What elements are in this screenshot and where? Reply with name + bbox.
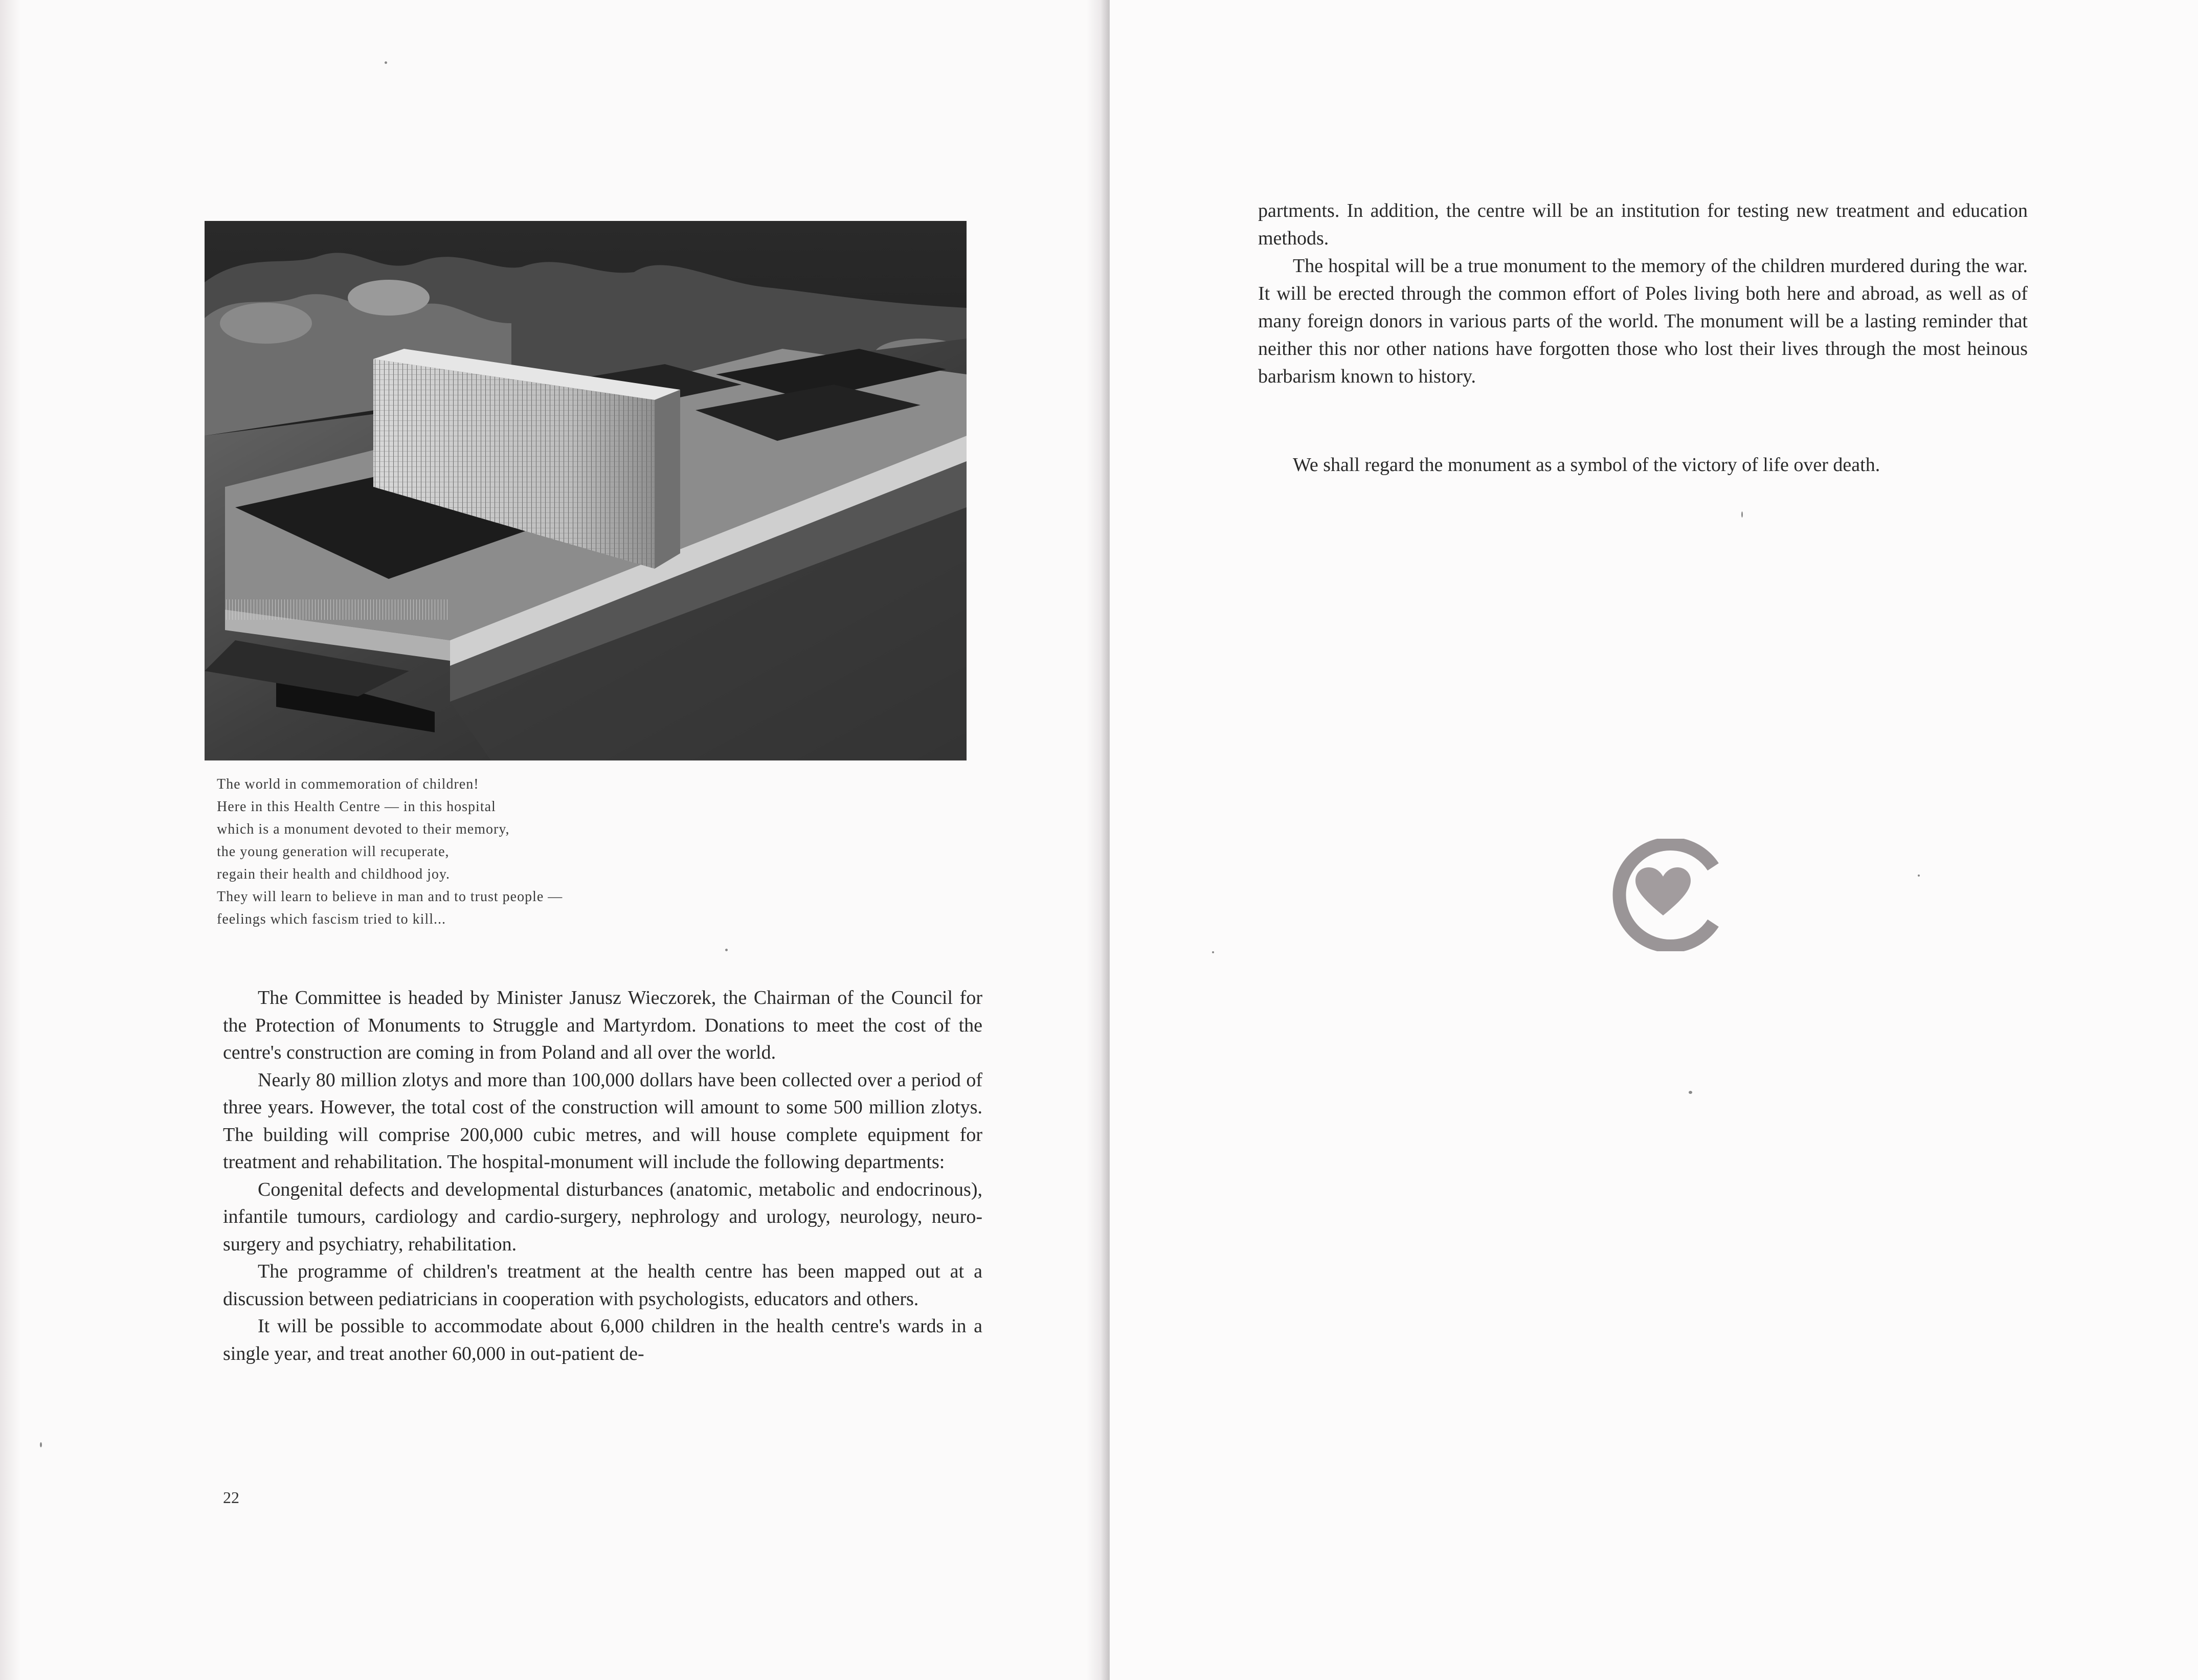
paper-speck bbox=[1212, 951, 1214, 953]
caption-line: They will learn to believe in man and to trust people — bbox=[217, 889, 563, 905]
paper-speck bbox=[1741, 511, 1743, 518]
closing-sentence: We shall regard the monument as a symbol of the victory of life over death. bbox=[1293, 454, 1880, 476]
caption-line: the young generation will recuperate, bbox=[217, 844, 450, 860]
page-edge-shadow bbox=[0, 0, 20, 1680]
paragraph: The programme of children's treatment at the health centre has been mapped out at a discussion between pediatricians in cooperation with psychologists, educators and others. bbox=[223, 1261, 982, 1310]
left-body-text bbox=[223, 984, 982, 1368]
heart-in-c-emblem-icon bbox=[1596, 839, 1729, 951]
paragraph: It will be possible to accommodate about 6,000 children in the health centre's wards in a single year, and treat another 60,000 in out-patient de- bbox=[223, 1315, 982, 1364]
right-body-text bbox=[1258, 197, 2028, 390]
caption-line: which is a monument devoted to their memory, bbox=[217, 821, 510, 837]
paragraph: The Committee is headed by Minister Janusz Wieczorek, the Chairman of the Council for the Protection of Monuments to Struggle and Martyrdom. Donations to meet the cost of the centre's construction are coming in from Poland and all over the world. bbox=[223, 987, 982, 1063]
photo-caption bbox=[217, 773, 718, 931]
hospital-model-photo bbox=[205, 221, 967, 760]
paragraph: The hospital will be a true monument to the memory of the children murdered during the war. It will be erected through the common effort of Poles living both here and abroad, as well as of many foreign donors in various parts of the world. The monument will be a lasting reminder that neither this nor other nations have forgotten those who lost their lives through the most heinous barbarism known to history. bbox=[1258, 255, 2028, 387]
paper-speck bbox=[385, 61, 387, 64]
paper-speck bbox=[1689, 1091, 1692, 1094]
paragraph: Nearly 80 million zlotys and more than 100,000 dollars have been collected over a period of three years. However, the total cost of the construction will amount to some 500 million zlotys. The building will comprise 200,000 cubic metres, and will house complete equipment for treatment and rehabilitation. The hospital-monument will include the following departments: bbox=[223, 1069, 982, 1173]
paper-speck bbox=[40, 1442, 42, 1447]
caption-line: The world in commemoration of children! bbox=[217, 776, 479, 792]
page-number: 22 bbox=[223, 1488, 239, 1507]
paper-speck bbox=[1918, 875, 1920, 877]
caption-line: Here in this Health Centre — in this hospital bbox=[217, 799, 496, 815]
paragraph: partments. In addition, the centre will be an institution for testing new treatment and education methods. bbox=[1258, 200, 2028, 249]
caption-line: regain their health and childhood joy. bbox=[217, 866, 451, 882]
paragraph: Congenital defects and developmental disturbances (anatomic, metabolic and endocrinous), infantile tumours, cardiology and cardio-surgery, nephrology and urology, neurology, neuro-surgery and psychiatry, rehabilitation. bbox=[223, 1178, 982, 1255]
paper-speck bbox=[725, 949, 728, 951]
caption-line: feelings which fascism tried to kill... bbox=[217, 911, 446, 927]
